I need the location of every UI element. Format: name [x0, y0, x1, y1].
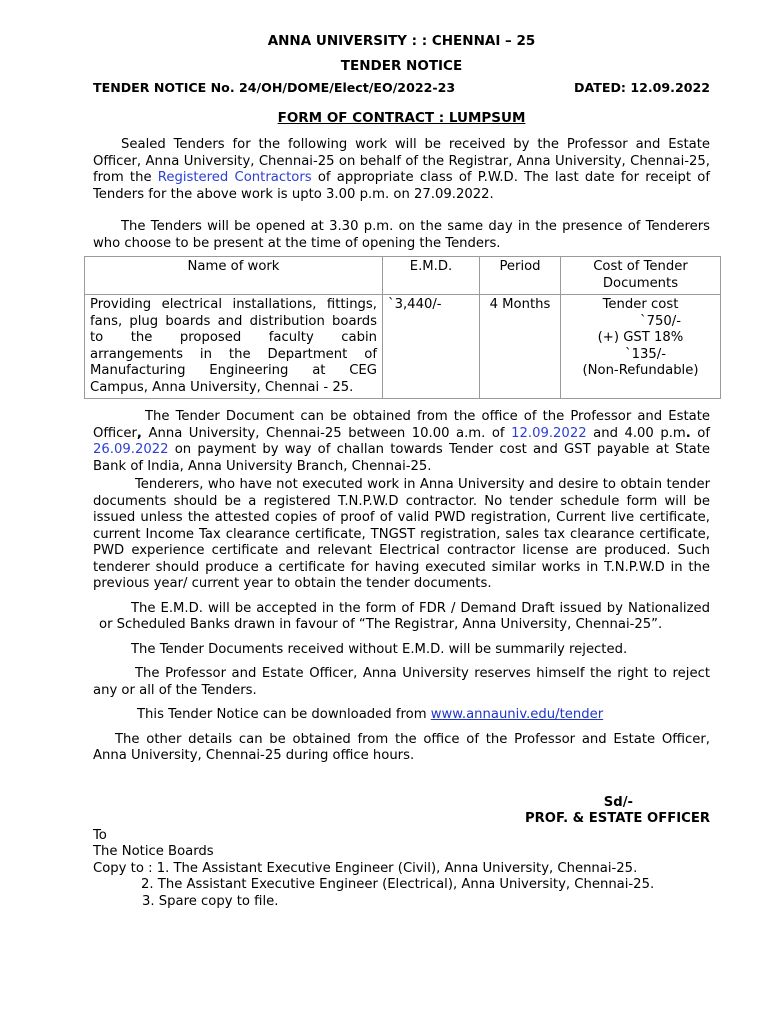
copy-to-line-2: 2. The Assistant Executive Engineer (Electrical), Anna University, Chennai-25. — [141, 877, 655, 892]
emd-value: `3,440/- — [383, 295, 480, 399]
obtain-paragraph — [93, 409, 710, 475]
obtain-dot: . — [685, 425, 691, 441]
obtain-text-5: on payment by way of challan towards Tender cost and GST payable at State Bank of India, Anna University Branch, Chennai-25. — [93, 442, 710, 474]
table-row — [85, 295, 721, 399]
table-header-row — [85, 257, 721, 295]
notice-date: DATED: 12.09.2022 — [574, 80, 710, 95]
header-cost: Cost of Tender Documents — [561, 257, 721, 295]
intro-paragraph — [93, 137, 710, 203]
intro-text-2: of appropriate class of P.W.D. The last date for receipt of Tenders for the above work is upto 3.00 p.m. on 27.09.2022. — [93, 170, 710, 202]
non-refundable-note: (Non-Refundable) — [582, 363, 699, 378]
header-name-of-work: Name of work — [85, 257, 383, 295]
intro-text-1: Sealed Tenders for the following work will be received by the Professor and Estate Officer, Anna University, Chennai-25 on behalf of the Registrar, Anna University, Chennai-25, from the — [93, 137, 710, 185]
copy-to-line-1: Copy to : 1. The Assistant Executive Engineer (Civil), Anna University, Chennai-25. — [93, 860, 638, 876]
opening-paragraph: The Tenders will be opened at 3.30 p.m. on the same day in the presence of Tenderers who choose to be present at the time of opening the Tenders. — [93, 219, 710, 251]
obtain-end-date: 26.09.2022 — [93, 442, 169, 457]
work-description: Providing electrical installations, fittings, fans, plug boards and distribution boards to the proposed faculty cabin arrangements in the Department of Manufacturing Engineering at CEG Campus, Anna University, Chennai - 25. — [85, 295, 383, 399]
signature-block — [93, 795, 710, 828]
contract-form-heading: FORM OF CONTRACT : LUMPSUM — [277, 110, 526, 126]
other-details-paragraph: The other details can be obtained from the office of the Professor and Estate Officer, Anna University, Chennai-25 during office hours. — [93, 731, 710, 763]
registered-contractors-text: Registered Contractors — [157, 170, 312, 185]
signature-sd: Sd/- — [603, 794, 633, 810]
signature-title: PROF. & ESTATE OFFICER — [524, 811, 710, 826]
notice-title: TENDER NOTICE — [340, 58, 463, 74]
obtain-text-3: and 4.00 p.m — [586, 425, 686, 441]
gst-value: `135/- — [625, 346, 666, 362]
notice-boards-line: The Notice Boards — [93, 844, 214, 859]
eligibility-paragraph: Tenderers, who have not executed work in Anna University and desire to obtain tender documents should be a registered T.N.P.W.D contractor. No tender schedule form will be issued unless the attested copies of proof of valid PWD registration, Current live certificate, current Income Tax clearance certificate, TNGST registration, sales tax clearance certificate, PWD experience certificate and relevant Electrical contractor license are produced. Such tenderer should produce a certificate for having executed similar works in T.N.P.W.D in the previous year/ current year to obtain the tender documents. — [93, 477, 710, 591]
distribution-list — [93, 828, 710, 911]
header-emd: E.M.D. — [383, 257, 480, 295]
tender-download-link[interactable]: www.annauniv.edu/tender — [430, 707, 604, 722]
obtain-text-4: of — [690, 425, 710, 441]
gst-label: (+) GST 18% — [597, 330, 684, 345]
obtain-start-date: 12.09.2022 — [511, 425, 587, 441]
rejection-paragraph: The Tender Documents received without E.M.D. will be summarily rejected. — [131, 641, 628, 657]
period-value: 4 Months — [480, 295, 561, 399]
reserve-paragraph: The Professor and Estate Officer, Anna University reserves himself the right to reject any or all of the Tenders. — [93, 666, 710, 698]
header-period: Period — [480, 257, 561, 295]
university-heading: ANNA UNIVERSITY : : CHENNAI – 25 — [267, 33, 536, 49]
copy-to-line-3: 3. Spare copy to file. — [142, 893, 279, 909]
tender-cost-label: Tender cost — [602, 297, 679, 312]
works-table — [84, 256, 721, 399]
tender-notice-page — [90, 30, 710, 910]
obtain-text-1: The Tender Document can be obtained from the office of the Professor and Estate Officer — [93, 409, 710, 441]
tender-cost-value: `750/- — [640, 313, 681, 329]
cost-cell — [561, 295, 721, 399]
obtain-text-2: Anna University, Chennai-25 between 10.00 a.m. of — [141, 425, 512, 441]
to-line: To — [93, 827, 107, 843]
reference-row — [93, 80, 710, 95]
obtain-comma: , — [136, 425, 142, 441]
download-text: This Tender Notice can be downloaded from — [137, 707, 431, 722]
download-paragraph — [93, 707, 710, 724]
tender-number: TENDER NOTICE No. 24/OH/DOME/Elect/EO/2022-23 — [93, 80, 456, 95]
emd-note-paragraph: The E.M.D. will be accepted in the form of FDR / Demand Draft issued by Nationalized or Scheduled Banks drawn in favour of “The Registrar, Anna University, Chennai-25”. — [99, 600, 710, 632]
